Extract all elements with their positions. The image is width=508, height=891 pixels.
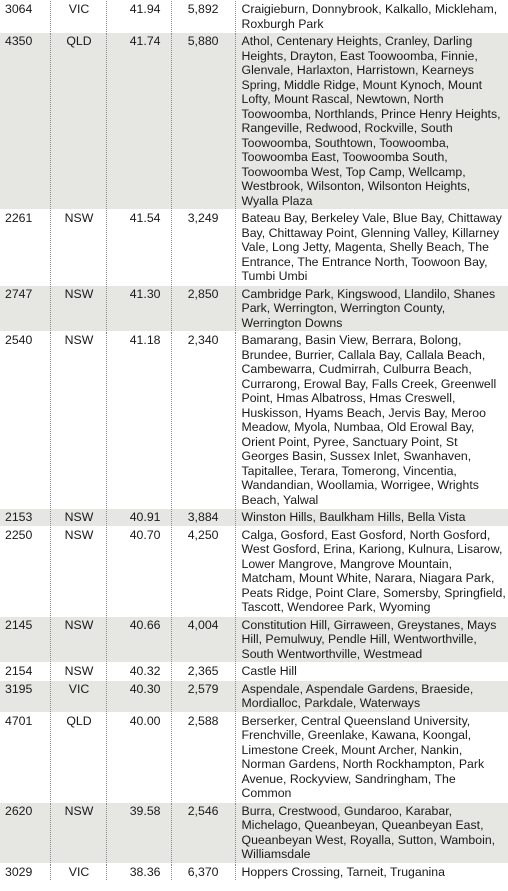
table-row [0,285,508,332]
table-row [0,712,508,802]
suburbs-cell: Cambridge Park, Kingswood, Llandilo, Shanes Park, Werrington, Werrington County, Werrington Downs [235,285,508,332]
postcode-cell: 2620 [0,802,50,863]
state-cell: NSW [50,332,106,509]
population-cell: 2,365 [171,663,235,681]
suburbs-cell: Burra, Crestwood, Gundaroo, Karabar, Michelago, Queanbeyan, Queanbeyan East, Queanbeyan West, Royalla, Sutton, Wamboin, Williamsdale [235,802,508,863]
table-row [0,526,508,616]
postcode-cell: 3195 [0,680,50,712]
state-cell: NSW [50,616,106,663]
score-cell: 41.74 [106,33,171,210]
suburbs-cell: Calga, Gosford, East Gosford, North Gosford, West Gosford, Erina, Kariong, Kulnura, Lisarow, Lower Mangrove, Mangrove Mountain, Matcham, Mount White, Narara, Niagara Park, Peats Ridge, Point Clare, Somersby, Springfield, Tascott, Wendoree Park, Wyoming [235,526,508,616]
population-cell: 2,588 [171,712,235,802]
suburbs-cell: Hoppers Crossing, Tarneit, Truganina [235,863,508,880]
score-cell: 41.54 [106,210,171,286]
postcode-cell: 2540 [0,332,50,509]
population-cell: 3,249 [171,210,235,286]
postcode-cell: 4350 [0,33,50,210]
population-cell: 6,370 [171,863,235,880]
score-cell: 40.91 [106,509,171,527]
table-row [0,663,508,681]
suburbs-cell: Craigieburn, Donnybrook, Kalkallo, Mickleham, Roxburgh Park [235,1,508,33]
population-cell: 2,579 [171,680,235,712]
table-row [0,680,508,712]
postcode-cell: 3029 [0,863,50,880]
suburbs-cell: Winston Hills, Baulkham Hills, Bella Vista [235,509,508,527]
population-cell: 2,546 [171,802,235,863]
state-cell: VIC [50,1,106,33]
score-cell: 40.30 [106,680,171,712]
suburbs-cell: Constitution Hill, Girraween, Greystanes, Mays Hill, Pemulwuy, Pendle Hill, Wentworthville, South Wentworthville, Westmead [235,616,508,663]
table-row [0,616,508,663]
table-row [0,509,508,527]
state-cell: NSW [50,802,106,863]
postcode-cell: 3064 [0,1,50,33]
postcode-cell: 2153 [0,509,50,527]
state-cell: VIC [50,863,106,880]
table-row [0,33,508,210]
score-cell: 39.58 [106,802,171,863]
postcode-cell: 2250 [0,526,50,616]
population-cell: 4,250 [171,526,235,616]
score-cell: 40.66 [106,616,171,663]
table-row [0,332,508,509]
state-cell: QLD [50,33,106,210]
suburbs-cell: Castle Hill [235,663,508,681]
population-cell: 2,340 [171,332,235,509]
table-row [0,863,508,880]
state-cell: NSW [50,509,106,527]
table-body [0,1,508,881]
state-cell: NSW [50,210,106,286]
postcode-cell: 2261 [0,210,50,286]
postcode-cell: 2145 [0,616,50,663]
score-cell: 41.18 [106,332,171,509]
state-cell: NSW [50,285,106,332]
suburbs-cell: Bamarang, Basin View, Berrara, Bolong, Brundee, Burrier, Callala Bay, Callala Beach, Cambewarra, Cudmirrah, Culburra Beach, Currarong, Erowal Bay, Falls Creek, Greenwell Point, Hmas Albatross, Hmas Creswell, Huskisson, Hyams Beach, Jervis Bay, Meroo Meadow, Myola, Numbaa, Old Erowal Bay, Orient Point, Pyree, Sanctuary Point, St Georges Basin, Sussex Inlet, Swanhaven, Tapitallee, Terara, Tomerong, Vincentia, Wandandian, Woollamia, Worrigee, Wrights Beach, Yalwal [235,332,508,509]
population-cell: 4,004 [171,616,235,663]
suburbs-cell: Athol, Centenary Heights, Cranley, Darling Heights, Drayton, East Toowoomba, Finnie, Glenvale, Harlaxton, Harristown, Kearneys Spring, Middle Ridge, Mount Kynoch, Mount Lofty, Mount Rascal, Newtown, North Toowoomba, Northlands, Prince Henry Heights, Rangeville, Redwood, Rockville, South Toowoomba, Southtown, Toowoomba, Toowoomba East, Toowoomba South, Toowoomba West, Top Camp, Wellcamp, Westbrook, Wilsonton, Wilsonton Heights, Wyalla Plaza [235,33,508,210]
score-cell: 38.36 [106,863,171,880]
postcode-cell: 4701 [0,712,50,802]
state-cell: VIC [50,680,106,712]
score-cell: 41.30 [106,285,171,332]
suburbs-cell: Aspendale, Aspendale Gardens, Braeside, Mordialloc, Parkdale, Waterways [235,680,508,712]
population-cell: 3,884 [171,509,235,527]
postcode-cell: 2154 [0,663,50,681]
score-cell: 40.00 [106,712,171,802]
state-cell: NSW [50,526,106,616]
score-cell: 40.32 [106,663,171,681]
table-row [0,1,508,33]
suburbs-cell: Bateau Bay, Berkeley Vale, Blue Bay, Chittaway Bay, Chittaway Point, Glenning Valley, Killarney Vale, Long Jetty, Magenta, Shelly Beach, The Entrance, The Entrance North, Toowoon Bay, Tumbi Umbi [235,210,508,286]
score-cell: 40.70 [106,526,171,616]
population-cell: 5,880 [171,33,235,210]
state-cell: QLD [50,712,106,802]
score-cell: 41.94 [106,1,171,33]
population-cell: 5,892 [171,1,235,33]
table-row [0,802,508,863]
population-cell: 2,850 [171,285,235,332]
table-row [0,210,508,286]
postcode-cell: 2747 [0,285,50,332]
suburbs-cell: Berserker, Central Queensland University, Frenchville, Greenlake, Kawana, Koongal, Limestone Creek, Mount Archer, Nankin, Norman Gardens, North Rockhampton, Park Avenue, Rockyview, Sandringham, The Common [235,712,508,802]
state-cell: NSW [50,663,106,681]
